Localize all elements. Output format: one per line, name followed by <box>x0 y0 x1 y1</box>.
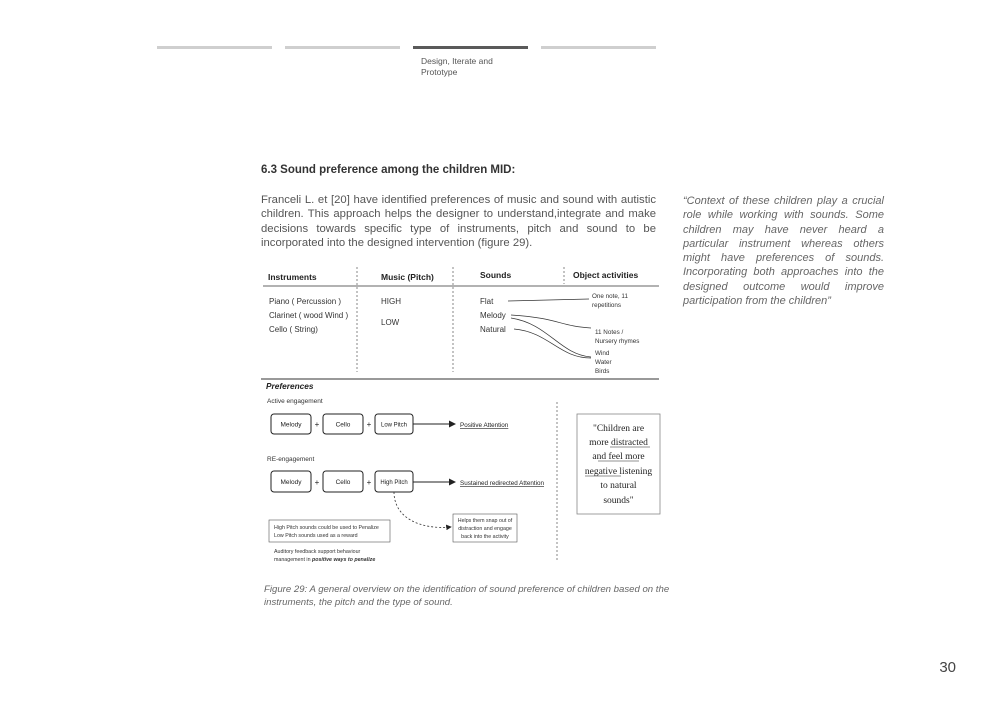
connector-line <box>511 315 591 328</box>
svg-text:High Pitch: High Pitch <box>380 480 408 486</box>
svg-text:more distracted: more distracted <box>589 438 648 448</box>
plus-sign: + <box>366 478 372 487</box>
outcome-sustained-attention: Sustained redirected Attention <box>460 480 545 487</box>
pitch-item: LOW <box>381 318 400 327</box>
pitch-item: HIGH <box>381 297 401 306</box>
sound-item: Melody <box>480 311 506 320</box>
instrument-item: Piano ( Percussion ) <box>269 297 342 306</box>
connector-line <box>511 318 591 357</box>
svg-text:back into the activity: back into the activity <box>461 534 509 540</box>
progress-step-1 <box>157 46 272 49</box>
svg-text:distraction and engage: distraction and engage <box>458 526 512 532</box>
svg-text:Cello: Cello <box>335 421 351 429</box>
figure-caption: Figure 29: A general overview on the identification of sound preference of children based on the instruments, the pitch and the type of sound. <box>264 584 670 608</box>
svg-text:and feel more: and feel more <box>592 452 645 462</box>
connector-line <box>514 329 591 358</box>
activity-text: Birds <box>595 368 610 375</box>
side-quote: “Context of these children play a crucial role while working with sounds. Some children may have never heard a particular instrument whereas others might have preferences of sounds. Incorporating both approaches into the designed outcome would improve participation from the children” <box>683 195 884 308</box>
auditory-note: management in positive ways to penalize <box>274 557 376 563</box>
svg-text:negative listening: negative listening <box>584 467 653 477</box>
activity-text: Wind <box>595 350 610 357</box>
connector-line <box>508 299 589 301</box>
svg-text:Melody: Melody <box>280 421 302 429</box>
page-number: 30 <box>939 659 956 676</box>
svg-text:Cello: Cello <box>335 479 351 486</box>
plus-sign: + <box>366 420 372 429</box>
re-engagement-label: RE-engagement <box>267 456 315 463</box>
svg-text:sounds": sounds" <box>603 496 634 506</box>
svg-text:High Pitch sounds could be use: High Pitch sounds could be used to Penalize <box>274 525 379 531</box>
svg-text:Low Pitch sounds used as a rew: Low Pitch sounds used as a reward <box>274 533 358 539</box>
figure-29-diagram <box>259 262 661 570</box>
plus-sign: + <box>314 420 320 429</box>
auditory-note: Auditory feedback support behaviour <box>274 549 361 555</box>
header-object-activities: Object activities <box>573 270 639 280</box>
sound-item: Flat <box>480 297 494 306</box>
instrument-item: Cello ( String) <box>269 325 318 334</box>
section-heading: 6.3 Sound preference among the children MID: <box>261 164 516 176</box>
header-music-pitch: Music (Pitch) <box>381 272 434 282</box>
progress-step-2 <box>285 46 400 49</box>
header-sounds: Sounds <box>480 270 512 280</box>
svg-text:Low Pitch: Low Pitch <box>380 422 408 429</box>
header-instruments: Instruments <box>268 272 317 282</box>
svg-text:Melody: Melody <box>280 479 302 486</box>
plus-sign: + <box>314 478 320 487</box>
activity-text: Nursery rhymes <box>595 338 640 345</box>
svg-text:Helps them snap out of: Helps them snap out of <box>457 518 513 524</box>
dashed-arrow <box>394 492 451 527</box>
svg-text:to natural: to natural <box>600 481 637 491</box>
outcome-positive-attention: Positive Attention <box>460 422 509 429</box>
section-label: Design, Iterate and Prototype <box>421 56 493 77</box>
activity-text: repetitions <box>592 302 622 309</box>
progress-step-3-active <box>413 46 528 49</box>
activity-text: Water <box>595 359 612 366</box>
activity-text: 11 Notes / <box>595 329 624 336</box>
sound-item: Natural <box>480 325 506 334</box>
preferences-title: Preferences <box>266 381 314 391</box>
active-engagement-label: Active engagement <box>267 398 323 405</box>
instrument-item: Clarinet ( wood Wind ) <box>269 311 349 320</box>
activity-text: One note, 11 <box>592 293 628 300</box>
svg-text:"Children are: "Children are <box>592 424 645 434</box>
progress-step-4 <box>541 46 656 49</box>
body-paragraph: Franceli L. et [20] have identified preferences of music and sound with autistic children. This approach helps the designer to understand,integrate and make decisions towards specific type of instruments, pitch and sound to be incorporated into the designed intervention (figure 29). <box>261 194 656 250</box>
